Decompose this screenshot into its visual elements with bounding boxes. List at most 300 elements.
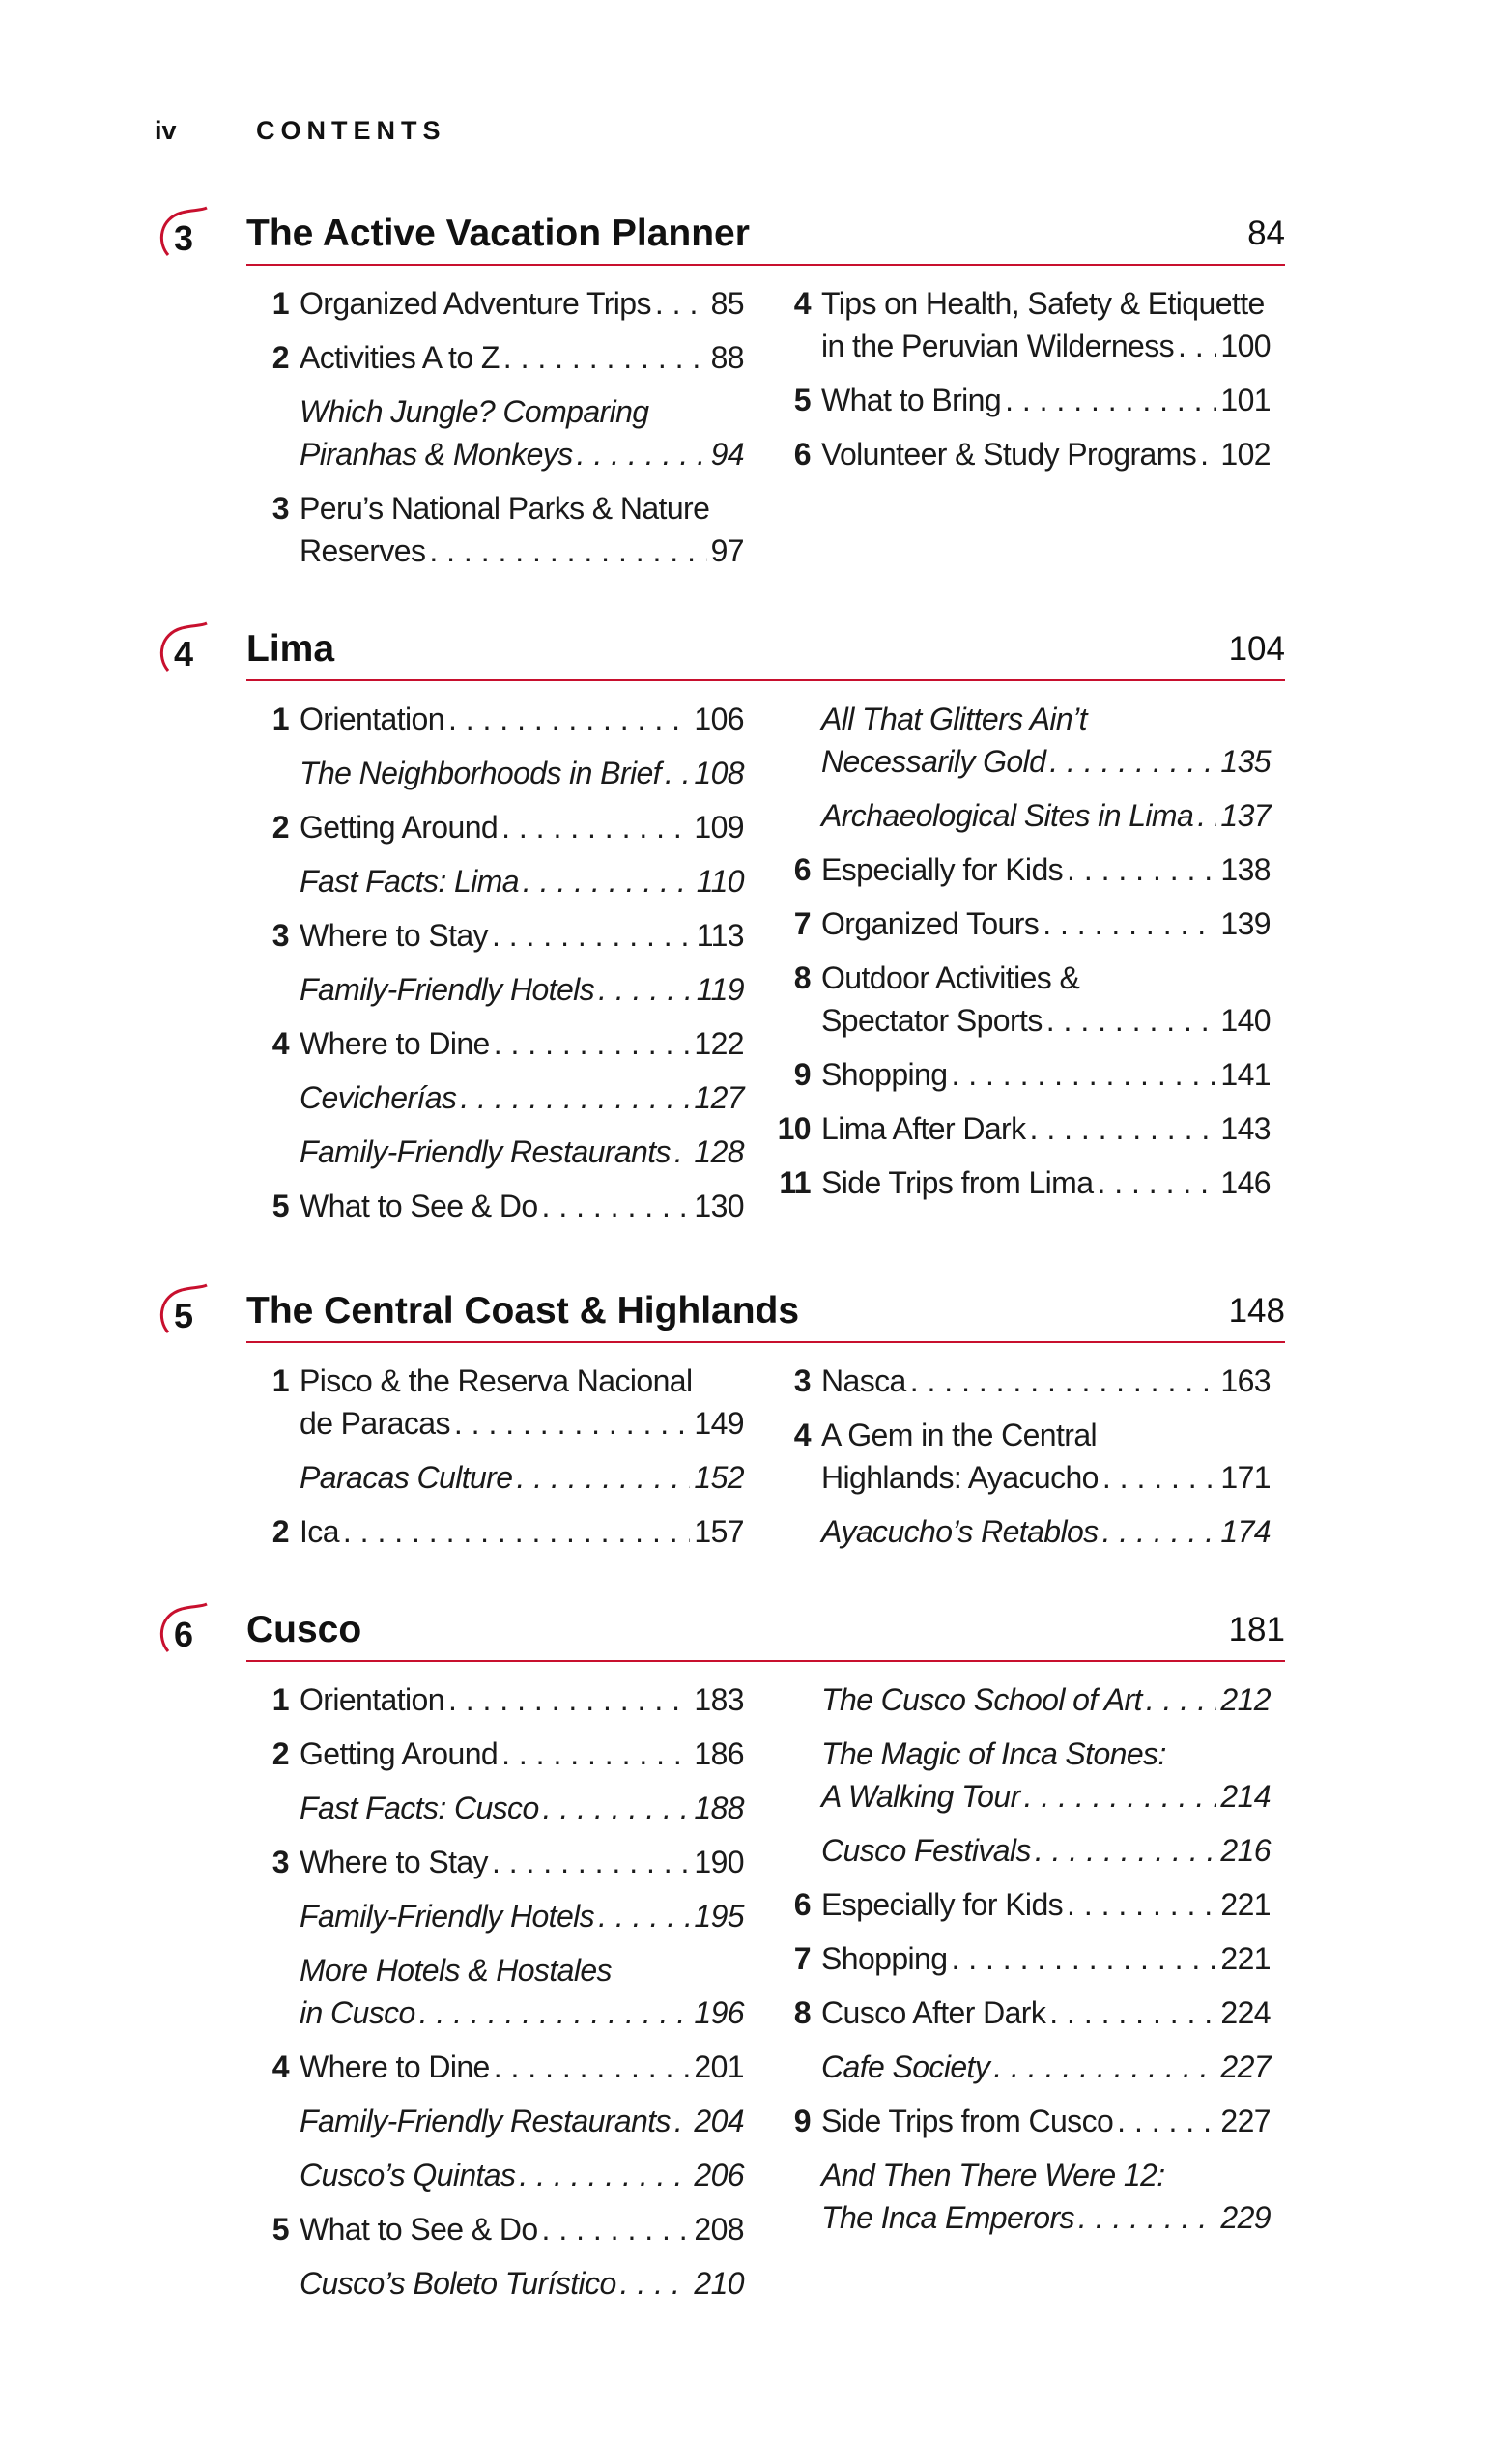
entry-last-line: [300, 433, 744, 475]
entry-page: 127: [694, 1080, 744, 1115]
chapter-heading: [155, 1599, 1285, 1667]
entry-number: 5: [793, 383, 811, 417]
toc-entry[interactable]: [787, 2154, 1271, 2239]
toc-entry[interactable]: [266, 1733, 744, 1775]
entry-last-line: [821, 1883, 1271, 1926]
entry-title: Lima After Dark: [821, 1111, 1026, 1146]
chapter-page: 148: [1228, 1292, 1285, 1330]
entry-title: Cusco Festivals: [821, 1833, 1031, 1868]
dot-leader: [460, 1076, 690, 1119]
entry-last-line: [300, 530, 744, 572]
entry-title: Cusco’s Boleto Turístico: [300, 2266, 616, 2301]
entry-page: 110: [696, 864, 744, 899]
entry-last-line: [821, 848, 1271, 891]
chapter-4: [155, 618, 1285, 1223]
entry-title: Shopping: [821, 1057, 948, 1092]
entry-number: 4: [793, 286, 811, 321]
entry-page: 102: [1220, 437, 1271, 472]
entry-number: 10: [777, 1111, 811, 1146]
toc-column-left: [266, 282, 744, 584]
dot-leader: [492, 914, 693, 957]
entry-last-line: [821, 1456, 1271, 1499]
chapter-number-mark: [155, 1601, 214, 1661]
chapter-heading: [155, 203, 1285, 271]
toc-entry[interactable]: [266, 1456, 744, 1499]
chapter-3: [155, 203, 1285, 568]
toc-entry[interactable]: [787, 1733, 1271, 1818]
chapter-5: [155, 1280, 1285, 1549]
entry-page: 171: [1220, 1460, 1271, 1495]
entry-last-line: [300, 1733, 744, 1775]
chapter-page: 84: [1247, 215, 1285, 252]
entry-title: Volunteer & Study Programs: [821, 437, 1197, 472]
entry-last-line: [300, 752, 744, 794]
entry-last-line: [821, 1161, 1271, 1204]
entry-number: 4: [793, 1418, 811, 1452]
entry-last-line: [300, 1991, 744, 2034]
toc-entry[interactable]: [787, 903, 1271, 945]
toc-entry[interactable]: [266, 698, 744, 740]
chapter-number-mark: [155, 205, 214, 265]
entry-last-line: [821, 999, 1271, 1042]
toc-entry[interactable]: [787, 1678, 1271, 1721]
toc-entry[interactable]: [787, 282, 1271, 367]
entry-page: 138: [1220, 852, 1271, 887]
entry-number: 7: [793, 1941, 811, 1976]
entry-title: Where to Dine: [300, 2049, 490, 2084]
running-head-title: CONTENTS: [256, 116, 446, 145]
toc-entry[interactable]: [266, 1185, 744, 1227]
toc-column-right: [787, 1360, 1271, 1564]
entry-last-line: [300, 2046, 744, 2088]
entry-last-line: [821, 1053, 1271, 1096]
dot-leader: [494, 1022, 691, 1065]
entry-title: Necessarily Gold: [821, 744, 1046, 779]
entry-page: 122: [694, 1026, 744, 1061]
toc-entry[interactable]: [787, 2100, 1271, 2142]
entry-page: 130: [694, 1189, 744, 1223]
dot-leader: [1102, 1510, 1217, 1553]
entry-page: 97: [710, 533, 744, 568]
entry-last-line: [821, 2196, 1271, 2239]
entry-number: 8: [793, 960, 811, 995]
dot-leader: [492, 1841, 690, 1883]
entry-last-line: [821, 325, 1271, 367]
chapter-rule: [246, 679, 1285, 681]
entry-title: What to See & Do: [300, 1189, 538, 1223]
entry-number: 3: [271, 491, 289, 526]
toc-column-left: [266, 698, 744, 1239]
toc-column-right: [787, 282, 1271, 487]
toc-entry[interactable]: [787, 1829, 1271, 1872]
chapter-rule: [246, 264, 1285, 266]
entry-last-line: [300, 1185, 744, 1227]
entry-number: 1: [271, 1363, 289, 1398]
entry-page: 224: [1220, 1995, 1271, 2030]
chapter-rule: [246, 1660, 1285, 1662]
toc-entry[interactable]: [787, 1053, 1271, 1096]
dot-leader: [1102, 1456, 1217, 1499]
entry-last-line: [300, 1678, 744, 1721]
entry-text-line: Which Jungle? Comparing: [300, 394, 649, 429]
entry-last-line: [300, 1456, 744, 1499]
dot-leader: [598, 968, 693, 1011]
entry-number: 2: [271, 1736, 289, 1771]
entry-page: 135: [1220, 744, 1271, 779]
dot-leader: [1049, 1991, 1216, 2034]
dot-leader: [1146, 1678, 1217, 1721]
toc-column-left: [266, 1360, 744, 1564]
chapter-rule: [246, 1341, 1285, 1343]
entry-title: What to Bring: [821, 383, 1002, 417]
dot-leader: [598, 1895, 690, 1937]
dot-leader: [993, 2046, 1216, 2088]
entry-last-line: [821, 794, 1271, 837]
toc-entry[interactable]: [266, 1076, 744, 1119]
chapter-page: 181: [1228, 1611, 1285, 1648]
dot-leader: [501, 806, 690, 848]
chapter-number: 5: [174, 1296, 194, 1335]
entry-last-line: [821, 1775, 1271, 1818]
entry-number: 8: [793, 1995, 811, 2030]
entry-last-line: [300, 1510, 744, 1553]
dot-leader: [665, 752, 690, 794]
entry-page: 227: [1220, 2104, 1271, 2138]
toc-entry[interactable]: [787, 1937, 1271, 1980]
toc-entry[interactable]: [266, 1360, 744, 1445]
entry-number: 4: [271, 1026, 289, 1061]
dot-leader: [951, 1937, 1216, 1980]
entry-title: de Paracas: [300, 1406, 450, 1441]
entry-page: 190: [694, 1845, 744, 1879]
entry-title: Paracas Culture: [300, 1460, 513, 1495]
folio: iv: [155, 116, 177, 145]
toc-entry[interactable]: [266, 390, 744, 475]
dot-leader: [519, 2154, 690, 2196]
dot-leader: [454, 1402, 691, 1445]
entry-page: 137: [1220, 798, 1271, 833]
entry-title: Family-Friendly Restaurants: [300, 2104, 671, 2138]
entry-page: 208: [694, 2212, 744, 2247]
toc-entry[interactable]: [266, 2262, 744, 2305]
entry-title: Activities A to Z: [300, 340, 500, 375]
dot-leader: [542, 2208, 691, 2250]
entry-text-line: A Gem in the Central: [821, 1418, 1098, 1452]
entry-title: A Walking Tour: [821, 1779, 1020, 1814]
dot-leader: [674, 1131, 690, 1173]
entry-last-line: [300, 2262, 744, 2305]
toc-entry[interactable]: [787, 379, 1271, 421]
chapter-number: 4: [174, 634, 194, 673]
toc-entry[interactable]: [787, 848, 1271, 891]
toc-entry[interactable]: [266, 2154, 744, 2196]
entry-title: Nasca: [821, 1363, 906, 1398]
entry-number: 9: [793, 2104, 811, 2138]
entry-title: Getting Around: [300, 810, 499, 845]
dot-leader: [523, 860, 693, 903]
entry-title: Where to Stay: [300, 918, 488, 953]
entry-last-line: [300, 698, 744, 740]
entry-title: Reserves: [300, 533, 426, 568]
chapter-6: [155, 1599, 1285, 2301]
entry-last-line: [300, 914, 744, 957]
entry-title: Especially for Kids: [821, 1887, 1064, 1922]
toc-column-left: [266, 1678, 744, 2316]
entry-number: 11: [779, 1165, 811, 1200]
entry-title: Family-Friendly Hotels: [300, 972, 595, 1007]
entry-title: The Neighborhoods in Brief: [300, 756, 661, 790]
entry-number: 1: [271, 286, 289, 321]
toc-entry[interactable]: [266, 752, 744, 794]
entry-title: Ayacucho’s Retablos: [821, 1514, 1099, 1549]
dot-leader: [543, 1787, 691, 1829]
entry-number: 6: [793, 852, 811, 887]
entry-last-line: [821, 433, 1271, 475]
toc-entry[interactable]: [266, 1678, 744, 1721]
entry-page: 186: [694, 1736, 744, 1771]
dot-leader: [494, 2046, 691, 2088]
entry-title: Archaeological Sites in Lima: [821, 798, 1194, 833]
dot-leader: [1049, 740, 1216, 783]
entry-page: 163: [1220, 1363, 1271, 1398]
entry-number: 6: [793, 437, 811, 472]
entry-last-line: [300, 1076, 744, 1119]
entry-last-line: [300, 1841, 744, 1883]
dot-leader: [1035, 1829, 1217, 1872]
entry-last-line: [821, 1991, 1271, 2034]
entry-title: Side Trips from Cusco: [821, 2104, 1114, 2138]
dot-leader: [448, 698, 690, 740]
dot-leader: [1078, 2196, 1216, 2239]
toc-entry[interactable]: [266, 1510, 744, 1553]
entry-page: 201: [694, 2049, 744, 2084]
toc-entry[interactable]: [266, 1949, 744, 2034]
entry-last-line: [300, 2154, 744, 2196]
toc-entry[interactable]: [266, 282, 744, 325]
toc-entry[interactable]: [787, 957, 1271, 1042]
entry-title: Shopping: [821, 1941, 948, 1976]
entry-page: 152: [694, 1460, 744, 1495]
toc-entry[interactable]: [266, 806, 744, 848]
entry-page: 141: [1220, 1057, 1271, 1092]
toc-entry[interactable]: [266, 1131, 744, 1173]
chapter-title: Lima: [246, 628, 335, 670]
entry-title: Organized Tours: [821, 906, 1040, 941]
entry-number: 3: [793, 1363, 811, 1398]
toc-entry[interactable]: [266, 1841, 744, 1883]
toc-entry[interactable]: [266, 1022, 744, 1065]
entry-last-line: [300, 336, 744, 379]
entry-page: 109: [694, 810, 744, 845]
toc-entry[interactable]: [787, 1360, 1271, 1402]
dot-leader: [343, 1510, 691, 1553]
entry-title: Family-Friendly Restaurants: [300, 1134, 671, 1169]
entry-page: 204: [694, 2104, 744, 2138]
entry-text-line: And Then There Were 12:: [821, 2158, 1165, 2192]
dot-leader: [1197, 794, 1216, 837]
dot-leader: [1024, 1775, 1217, 1818]
dot-leader: [577, 433, 707, 475]
dot-leader: [516, 1456, 690, 1499]
entry-page: 113: [696, 918, 744, 953]
toc-entry[interactable]: [266, 1895, 744, 1937]
entry-title: Side Trips from Lima: [821, 1165, 1094, 1200]
toc-entry[interactable]: [266, 1787, 744, 1829]
entry-page: 188: [694, 1791, 744, 1825]
entry-page: 174: [1220, 1514, 1271, 1549]
dot-leader: [674, 2100, 690, 2142]
toc-entry[interactable]: [266, 2208, 744, 2250]
entry-page: 157: [694, 1514, 744, 1549]
entry-number: 4: [271, 2049, 289, 2084]
entry-title: Where to Stay: [300, 1845, 488, 1879]
entry-text-line: All That Glitters Ain’t: [821, 702, 1087, 736]
entry-page: 196: [694, 1995, 744, 2030]
entry-page: 206: [694, 2158, 744, 2192]
entry-title: Getting Around: [300, 1736, 499, 1771]
entry-last-line: [821, 1937, 1271, 1980]
entry-last-line: [821, 903, 1271, 945]
chapter-number: 6: [174, 1615, 194, 1654]
entry-text-line: Pisco & the Reserva Nacional: [300, 1363, 693, 1398]
entry-page: 229: [1220, 2200, 1271, 2235]
entry-text-line: Outdoor Activities &: [821, 960, 1080, 995]
toc-column-right: [787, 1678, 1271, 2250]
entry-page: 227: [1220, 2049, 1271, 2084]
entry-page: 128: [694, 1134, 744, 1169]
dot-leader: [910, 1360, 1217, 1402]
entry-page: 88: [710, 340, 744, 375]
entry-last-line: [300, 2208, 744, 2250]
dot-leader: [1005, 379, 1216, 421]
entry-last-line: [821, 1678, 1271, 1721]
dot-leader: [655, 282, 707, 325]
toc-entry[interactable]: [787, 1991, 1271, 2034]
entry-page: 108: [694, 756, 744, 790]
entry-page: 216: [1220, 1833, 1271, 1868]
toc-entry[interactable]: [779, 1161, 1271, 1204]
entry-title: in Cusco: [300, 1995, 415, 2030]
entry-number: 3: [271, 1845, 289, 1879]
dot-leader: [501, 1733, 690, 1775]
entry-last-line: [300, 1895, 744, 1937]
entry-title: Spectator Sports: [821, 1003, 1043, 1038]
dot-leader: [1117, 2100, 1216, 2142]
toc-entry[interactable]: [777, 1107, 1271, 1150]
entry-title: in the Peruvian Wilderness: [821, 329, 1175, 363]
entry-title: Piranhas & Monkeys: [300, 437, 573, 472]
entry-page: 101: [1220, 383, 1271, 417]
entry-title: Where to Dine: [300, 1026, 490, 1061]
toc-entry[interactable]: [787, 433, 1271, 475]
entry-title: What to See & Do: [300, 2212, 538, 2247]
toc-entry[interactable]: [266, 2046, 744, 2088]
toc-entry[interactable]: [266, 860, 744, 903]
entry-page: 221: [1220, 1941, 1271, 1976]
dot-leader: [1200, 433, 1216, 475]
entry-title: Especially for Kids: [821, 852, 1064, 887]
dot-leader: [620, 2262, 691, 2305]
entry-page: 183: [694, 1682, 744, 1717]
entry-title: Cusco After Dark: [821, 1995, 1046, 2030]
entry-title: Family-Friendly Hotels: [300, 1899, 595, 1934]
entry-number: 3: [271, 918, 289, 953]
toc-entry[interactable]: [266, 336, 744, 379]
entry-page: 139: [1220, 906, 1271, 941]
entry-number: 5: [271, 2212, 289, 2247]
chapter-title: The Active Vacation Planner: [246, 213, 750, 254]
entry-last-line: [821, 1107, 1271, 1150]
entry-number: 2: [271, 810, 289, 845]
toc-entry[interactable]: [266, 487, 744, 572]
entry-number: 7: [793, 906, 811, 941]
chapter-number-mark: [155, 620, 214, 680]
entry-page: 106: [694, 702, 744, 736]
toc-entry[interactable]: [266, 2100, 744, 2142]
entry-page: 212: [1220, 1682, 1271, 1717]
entry-last-line: [300, 1131, 744, 1173]
entry-page: 100: [1220, 329, 1271, 363]
toc-entry[interactable]: [266, 914, 744, 957]
toc-entry[interactable]: [787, 698, 1271, 783]
entry-title: Highlands: Ayacucho: [821, 1460, 1099, 1495]
entry-number: 2: [271, 340, 289, 375]
entry-number: 2: [271, 1514, 289, 1549]
entry-last-line: [821, 379, 1271, 421]
dot-leader: [503, 336, 707, 379]
entry-title: Cusco’s Quintas: [300, 2158, 516, 2192]
entry-number: 9: [793, 1057, 811, 1092]
entry-title: The Inca Emperors: [821, 2200, 1074, 2235]
dot-leader: [429, 530, 706, 572]
entry-number: 6: [793, 1887, 811, 1922]
entry-last-line: [821, 2046, 1271, 2088]
dot-leader: [1030, 1107, 1217, 1150]
dot-leader: [1043, 903, 1216, 945]
entry-last-line: [300, 860, 744, 903]
dot-leader: [419, 1991, 691, 2034]
entry-last-line: [821, 740, 1271, 783]
entry-page: 146: [1220, 1165, 1271, 1200]
toc-entry[interactable]: [787, 1510, 1271, 1553]
entry-title: The Cusco School of Art: [821, 1682, 1142, 1717]
toc-entry[interactable]: [787, 1883, 1271, 1926]
chapter-heading: [155, 1280, 1285, 1348]
toc-entry[interactable]: [266, 968, 744, 1011]
entry-last-line: [821, 1360, 1271, 1402]
chapter-title: The Central Coast & Highlands: [246, 1290, 800, 1332]
dot-leader: [1046, 999, 1217, 1042]
toc-entry[interactable]: [787, 2046, 1271, 2088]
entry-title: Cevicherías: [300, 1080, 457, 1115]
chapter-heading: [155, 618, 1285, 686]
entry-page: 85: [710, 286, 744, 321]
entry-last-line: [300, 2100, 744, 2142]
entry-text-line: Peru’s National Parks & Nature: [300, 491, 710, 526]
entry-page: 94: [710, 437, 744, 472]
entry-last-line: [821, 2100, 1271, 2142]
dot-leader: [1097, 1161, 1216, 1204]
entry-page: 149: [694, 1406, 744, 1441]
entry-page: 221: [1220, 1887, 1271, 1922]
entry-last-line: [300, 1022, 744, 1065]
entry-last-line: [821, 1510, 1271, 1553]
toc-entry[interactable]: [787, 1414, 1271, 1499]
entry-title: Fast Facts: Cusco: [300, 1791, 539, 1825]
entry-text-line: The Magic of Inca Stones:: [821, 1736, 1166, 1771]
dot-leader: [542, 1185, 691, 1227]
toc-entry[interactable]: [787, 794, 1271, 837]
